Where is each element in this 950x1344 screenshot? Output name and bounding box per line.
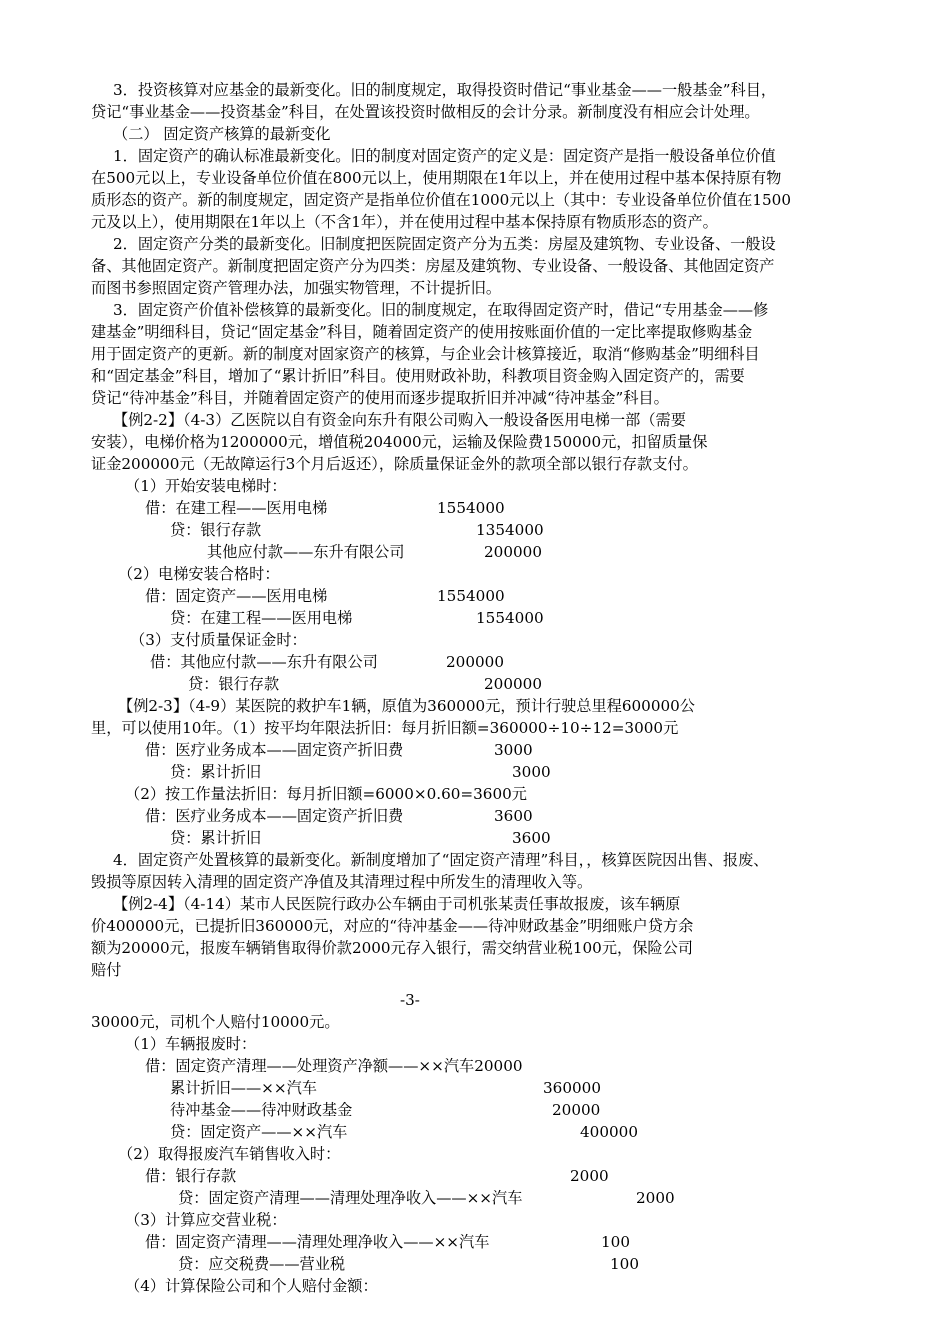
text-line: -3- — [400, 991, 420, 1009]
text-line: 3．固定资产价值补偿核算的最新变化。旧的制度规定，在取得固定资产时，借记“专用基金——修 — [113, 301, 769, 319]
text-line: 贷：银行存款 — [188, 675, 280, 693]
amount-value: 3600 — [494, 807, 533, 825]
amount-value: 400000 — [580, 1123, 638, 1141]
text-line: 里，可以使用10年。（1）按平均年限法折旧：每月折旧额=360000÷10÷12=3000元 — [91, 719, 679, 737]
amount-value: 200000 — [484, 675, 542, 693]
text-line: （1）车辆报废时： — [125, 1035, 257, 1053]
text-line: 证金200000元（无故障运行3个月后返还），除质量保证金外的款项全部以银行存款支付。 — [91, 455, 698, 473]
text-line: 【例2-2】（4-3）乙医院以自有资金向东升有限公司购入一般设备医用电梯一部（需要 — [113, 411, 686, 429]
text-line: 质形态的资产。新的制度规定，固定资产是指单位价值在1000元以上（其中：专业设备单位价值在1500 — [91, 191, 791, 209]
amount-value: 3600 — [512, 829, 551, 847]
amount-value: 1554000 — [476, 609, 544, 627]
amount-value: 200000 — [446, 653, 504, 671]
text-line: 30000元，司机个人赔付10000元。 — [91, 1013, 340, 1031]
text-line: 建基金”明细科目，贷记“固定基金”科目，随着固定资产的使用按账面价值的一定比率提取修购基金 — [91, 323, 753, 341]
text-line: （3）计算应交营业税： — [125, 1211, 287, 1229]
text-line: 额为20000元，报废车辆销售取得价款2000元存入银行，需交纳营业税100元，保险公司 — [91, 939, 693, 957]
text-line: （2）按工作量法折旧：每月折旧额=6000×0.60=3600元 — [125, 785, 527, 803]
text-line: 贷：固定资产清理——清理处理净收入——××汽车 — [178, 1189, 523, 1207]
text-line: 贷：累计折旧 — [170, 829, 262, 847]
text-line: 1．固定资产的确认标准最新变化。旧的制度对固定资产的定义是：固定资产是指一般设备单位价值 — [113, 147, 776, 165]
amount-value: 1554000 — [437, 499, 505, 517]
text-line: 借：银行存款 — [145, 1167, 237, 1185]
amount-value: 3000 — [494, 741, 533, 759]
text-line: 累计折旧——××汽车 — [170, 1079, 317, 1097]
text-line: 贷：银行存款 — [170, 521, 262, 539]
text-line: 借：医疗业务成本——固定资产折旧费 — [145, 807, 404, 825]
text-line: 贷记“事业基金——投资基金”科目，在处置该投资时做相反的会计分录。新制度没有相应会计处理。 — [91, 103, 760, 121]
text-line: 贷：固定资产——××汽车 — [170, 1123, 348, 1141]
text-line: 2．固定资产分类的最新变化。旧制度把医院固定资产分为五类：房屋及建筑物、专业设备、一般设 — [113, 235, 776, 253]
text-line: 待冲基金——待冲财政基金 — [170, 1101, 353, 1119]
text-line: 贷记“待冲基金”科目，并随着固定资产的使用而逐步提取折旧并冲减“待冲基金”科目。 — [91, 389, 669, 407]
text-line: 4．固定资产处置核算的最新变化。新制度增加了“固定资产清理”科目，，核算医院因出售、报废、 — [113, 851, 769, 869]
text-line: 借：固定资产清理——处理资产净额——××汽车20000 — [145, 1057, 523, 1075]
text-line: 备、其他固定资产。新制度把固定资产分为四类：房屋及建筑物、专业设备、一般设备、其他固定资产 — [91, 257, 775, 275]
amount-value: 100 — [610, 1255, 639, 1273]
text-line: 贷：在建工程——医用电梯 — [170, 609, 353, 627]
text-line: 在500元以上，专业设备单位价值在800元以上，使用期限在1年以上，并在使用过程中基本保持原有物 — [91, 169, 782, 187]
text-line: 价400000元，已提折旧360000元，对应的“待冲基金——待冲财政基金”明细账户贷方余 — [91, 917, 694, 935]
amount-value: 20000 — [552, 1101, 601, 1119]
amount-value: 2000 — [570, 1167, 609, 1185]
text-line: 赔付 — [91, 961, 122, 979]
amount-value: 100 — [601, 1233, 630, 1251]
text-line: 借：医疗业务成本——固定资产折旧费 — [145, 741, 404, 759]
text-line: 贷：累计折旧 — [170, 763, 262, 781]
amount-value: 2000 — [636, 1189, 675, 1207]
text-line: （1）开始安装电梯时： — [125, 477, 287, 495]
amount-value: 360000 — [543, 1079, 601, 1097]
text-line: 借：在建工程——医用电梯 — [145, 499, 328, 517]
text-line: （2）电梯安装合格时： — [118, 565, 280, 583]
amount-value: 3000 — [512, 763, 551, 781]
amount-value: 1354000 — [476, 521, 544, 539]
text-line: 【例2-3】（4-9）某医院的救护车1辆，原值为360000元，预计行驶总里程600000公 — [118, 697, 695, 715]
text-line: 贷：应交税费——营业税 — [178, 1255, 346, 1273]
text-line: 元及以上），使用期限在1年以上（不含1年），并在使用过程中基本保持原有物质形态的资产。 — [91, 213, 718, 231]
text-line: （4）计算保险公司和个人赔付金额： — [125, 1277, 378, 1295]
text-line: （二） 固定资产核算的最新变化 — [113, 125, 331, 143]
text-line: 3．投资核算对应基金的最新变化。旧的制度规定，取得投资时借记“事业基金——一般基金”科目， — [113, 81, 777, 99]
amount-value: 200000 — [484, 543, 542, 561]
text-line: 安装），电梯价格为1200000元，增值税204000元，运输及保险费150000元，扣留质量保 — [91, 433, 708, 451]
text-line: 和“固定基金”科目，增加了“累计折旧”科目。使用财政补助，科教项目资金购入固定资产的，需要 — [91, 367, 745, 385]
text-line: （2）取得报废汽车销售收入时： — [118, 1145, 341, 1163]
text-line: 【例2-4】（4-14）某市人民医院行政办公车辆由于司机张某责任事故报废，该车辆原 — [113, 895, 681, 913]
amount-value: 1554000 — [437, 587, 505, 605]
text-line: 用于固定资产的更新。新的制度对固家资产的核算，与企业会计核算接近，取消“修购基金”明细科目 — [91, 345, 760, 363]
text-line: 毁损等原因转入清理的固定资产净值及其清理过程中所发生的清理收入等。 — [91, 873, 593, 891]
text-line: 而图书参照固定资产管理办法，加强实物管理，不计提折旧。 — [91, 279, 502, 297]
text-line: 其他应付款——东升有限公司 — [207, 543, 405, 561]
text-line: 借：固定资产清理——清理处理净收入——××汽车 — [145, 1233, 490, 1251]
text-line: （3）支付质量保证金时： — [130, 631, 307, 649]
text-line: 借：固定资产——医用电梯 — [145, 587, 328, 605]
text-line: 借：其他应付款——东升有限公司 — [150, 653, 378, 671]
